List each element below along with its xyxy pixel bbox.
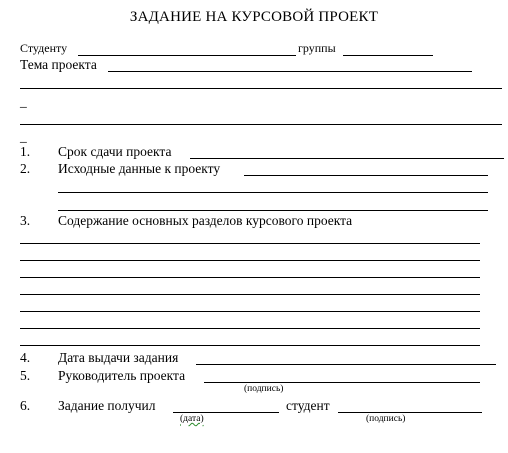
item-5-line	[204, 382, 480, 383]
item-4-line	[196, 364, 496, 365]
date-hint: (дата)	[180, 414, 204, 424]
dash-mark-2: _	[20, 129, 27, 144]
student-signature-line	[338, 412, 482, 413]
content-line-4	[20, 294, 480, 295]
document-title: ЗАДАНИЕ НА КУРСОВОЙ ПРОЕКТ	[129, 9, 379, 25]
item-2-line-3	[58, 210, 488, 211]
dash-mark-1: _	[20, 94, 27, 109]
content-line-6	[20, 328, 480, 329]
topic-line-3	[20, 124, 502, 125]
item-2-line	[244, 175, 488, 176]
item-6-number: 6.	[20, 398, 31, 413]
topic-line	[108, 71, 472, 72]
content-line-3	[20, 277, 480, 278]
item-1-line	[190, 158, 504, 159]
group-line	[343, 55, 433, 56]
item-3-number: 3.	[20, 213, 31, 228]
content-line-7	[20, 345, 480, 346]
item-2-line-2	[58, 192, 488, 193]
content-line-2	[20, 260, 480, 261]
item-1-label: Срок сдачи проекта	[58, 144, 172, 159]
topic-line-2	[20, 88, 502, 89]
student2-label: студент	[286, 398, 330, 413]
item-6-label: Задание получил	[58, 398, 156, 413]
signature-hint-1: (подпись)	[244, 384, 284, 394]
item-2-label: Исходные данные к проекту	[58, 161, 221, 176]
group-label: группы	[298, 41, 336, 55]
content-line-1	[20, 243, 480, 244]
topic-label: Тема проекта	[20, 57, 97, 72]
content-line-5	[20, 311, 480, 312]
item-5-number: 5.	[20, 368, 31, 383]
item-4-label: Дата выдачи задания	[58, 350, 179, 365]
item-1-number: 1.	[20, 144, 31, 159]
item-5-label: Руководитель проекта	[58, 368, 186, 383]
item-2-number: 2.	[20, 161, 31, 176]
student-name-line	[78, 55, 296, 56]
item-3-label: Содержание основных разделов курсового проекта	[58, 213, 353, 228]
date-line	[173, 412, 279, 413]
item-4-number: 4.	[20, 350, 31, 365]
student-label: Студенту	[20, 41, 68, 55]
signature-hint-2: (подпись)	[366, 414, 406, 424]
